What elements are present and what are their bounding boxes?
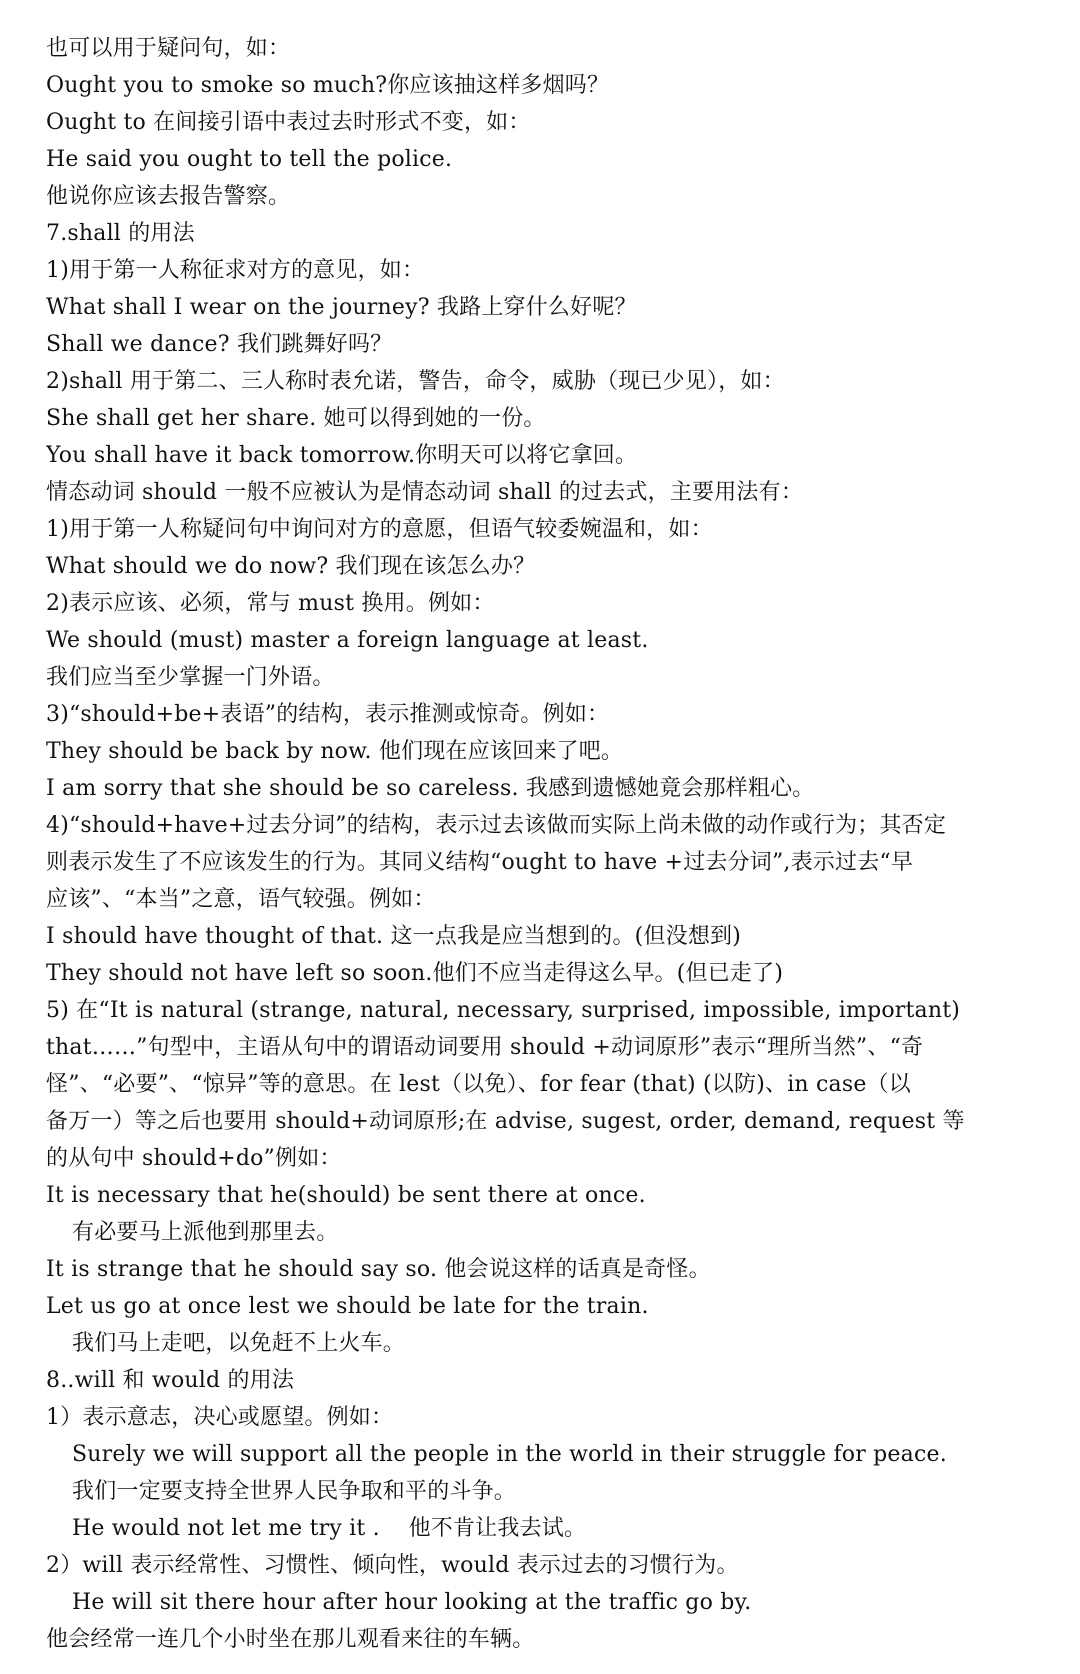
text-line: It is necessary that he(should) be sent there at once. (46, 1183, 646, 1208)
text-line: 我们马上走吧，以免赶不上火车。 (72, 1331, 406, 1356)
text-line: What shall I wear on the journey? 我路上穿什么好呢？ (46, 295, 637, 320)
text-line: Ought to 在间接引语中表过去时形式不变，如： (46, 110, 531, 135)
text-line: 5) 在“It is natural (strange, natural, necessary, surprised, impossible, important) (46, 998, 961, 1023)
text-line: 1）表示意志，决心或愿望。例如： (46, 1405, 394, 1430)
text-line: What should we do now? 我们现在该怎么办？ (46, 554, 536, 579)
text-line: They should be back by now. 他们现在应该回来了吧。 (46, 739, 624, 764)
text-line: that……”句型中，主语从句中的谓语动词要用 should +动词原形”表示“理所当然”、“奇 (46, 1035, 924, 1060)
text-line: Ought you to smoke so much?你应该抽这样多烟吗？ (46, 73, 610, 98)
text-line: Shall we dance? 我们跳舞好吗？ (46, 332, 393, 357)
text-line: You shall have it back tomorrow.你明天可以将它拿回。 (46, 443, 638, 468)
text-line: 他说你应该去报告警察。 (46, 184, 291, 209)
text-line: I should have thought of that. 这一点我是应当想到的。(但没想到) (46, 924, 742, 949)
text-line: He will sit there hour after hour looking at the traffic go by. (72, 1590, 752, 1615)
text-line: 则表示发生了不应该发生的行为。其同义结构“ought to have +过去分词”,表示过去“早 (46, 850, 914, 875)
text-line: He would not let me try it . 他不肯让我去试。 (72, 1516, 587, 1541)
text-line: Let us go at once lest we should be late for the train. (46, 1294, 649, 1319)
text-line: 应该”、“本当”之意，语气较强。例如： (46, 887, 436, 912)
text-line: 的从句中 should+do”例如： (46, 1146, 342, 1171)
text-line: He said you ought to tell the police. (46, 147, 453, 172)
section-heading: 7.shall 的用法 (46, 221, 195, 246)
text-line: It is strange that he should say so. 他会说这样的话真是奇怪。 (46, 1257, 711, 1282)
text-line: Surely we will support all the people in the world in their struggle for peace. (72, 1442, 947, 1467)
text-line: 情态动词 should 一般不应被认为是情态动词 shall 的过去式，主要用法有： (46, 480, 804, 505)
text-line: 4)“should+have+过去分词”的结构，表示过去该做而实际上尚未做的动作或行为；其否定 (46, 813, 947, 838)
text-line: 有必要马上派他到那里去。 (72, 1220, 339, 1245)
text-line: We should (must) master a foreign language at least. (46, 628, 649, 653)
section-heading: 8..will 和 would 的用法 (46, 1368, 295, 1393)
text-line: 我们一定要支持全世界人民争取和平的斗争。 (72, 1479, 517, 1504)
text-line: 他会经常一连几个小时坐在那儿观看来往的车辆。 (46, 1627, 535, 1652)
text-line: 2)shall 用于第二、三人称时表允诺，警告，命令，威胁（现已少见），如： (46, 369, 785, 394)
text-line: 1)用于第一人称征求对方的意见，如： (46, 258, 425, 283)
document-page (46, 30, 1056, 1658)
text-line: 备万一）等之后也要用 should+动词原形;在 advise, sugest, order, demand, request 等 (46, 1109, 965, 1134)
text-line: They should not have left so soon.他们不应当走得这么早。(但已走了) (46, 961, 784, 986)
text-line: 2)表示应该、必须，常与 must 换用。例如： (46, 591, 495, 616)
text-line: 1)用于第一人称疑问句中询问对方的意愿，但语气较委婉温和，如： (46, 517, 713, 542)
text-line: 我们应当至少掌握一门外语。 (46, 665, 335, 690)
text-line: 3)“should+be+表语”的结构，表示推测或惊奇。例如： (46, 702, 610, 727)
text-line: 2）will 表示经常性、习惯性、倾向性，would 表示过去的习惯行为。 (46, 1553, 739, 1578)
text-line: 也可以用于疑问句，如： (46, 36, 291, 61)
text-line: 怪”、“必要”、“惊异”等的意思。在 lest（以免）、for fear (that) (以防)、in case（以 (46, 1072, 911, 1097)
text-line: I am sorry that she should be so careless. 我感到遗憾她竟会那样粗心。 (46, 776, 815, 801)
text-line: She shall get her share. 她可以得到她的一份。 (46, 406, 546, 431)
